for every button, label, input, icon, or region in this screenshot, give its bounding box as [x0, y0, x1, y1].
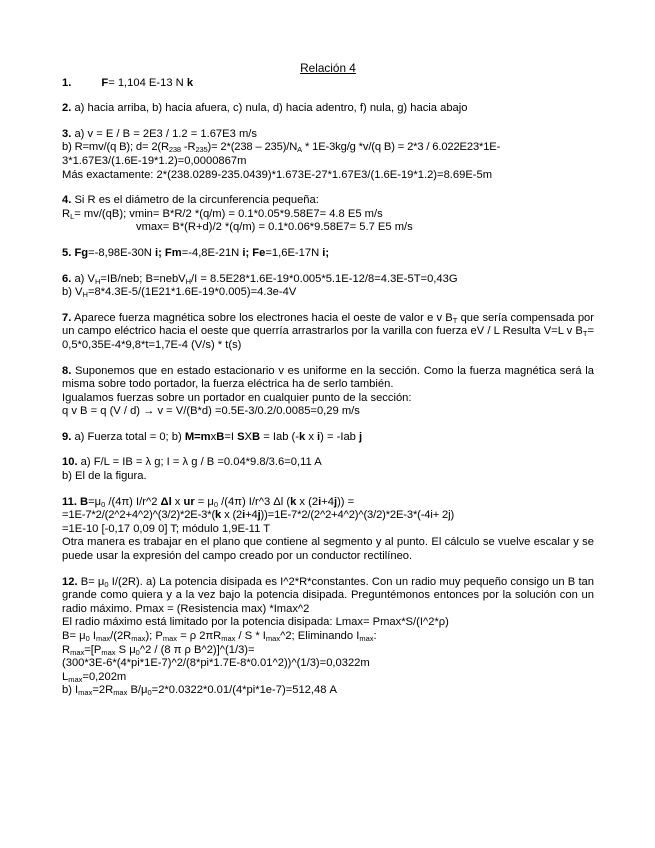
subscript: T [452, 315, 458, 325]
answer-text: I/(2R). a) La potencia disipada es I^2*R*constantes. Con un radio muy pequeño consigo un B tan grande como quiera y a la vez bajo la potencia disipada. Preguntémonos entonces por la solución con un radio máximo. Pmax = (Resistencia max) *Imax^2 [62, 575, 594, 615]
answer-text: x (2 [296, 495, 319, 508]
field-symbol: B [76, 495, 89, 508]
answer-line: -R [180, 141, 196, 154]
item-8 [62, 365, 594, 419]
answer-text: =I [224, 430, 238, 443]
item-7 [62, 312, 594, 353]
unit-vector-i: i [318, 495, 322, 508]
cross-operator: x [210, 430, 217, 443]
subscript: T [582, 329, 588, 339]
answer-text: R [62, 643, 71, 656]
answer-line: =8*4.3E-5/(1E21*1.6E-19*0.005)=4.3e-4V [87, 286, 297, 299]
torque-symbol: M=m [184, 430, 211, 443]
answer-line: )= 2*(238 – 235)/N [207, 141, 298, 154]
answer-text: +4 [321, 495, 334, 508]
subscript: max [265, 634, 281, 643]
item-number: 3. [62, 127, 72, 140]
answer-line: b) El de la figura. [62, 470, 147, 483]
answer-text: : [373, 630, 377, 642]
answer-line: a) V [71, 272, 95, 285]
subscript: max [359, 634, 374, 643]
item-number: 1. [62, 76, 72, 89]
answer-text: B= μ [77, 575, 105, 588]
answer-text: /(2R [110, 630, 132, 642]
answer-text: a) hacia arriba, b) hacia afuera, c) nula, d) hacia adentro, f) nula, g) hacia abajo [71, 102, 468, 115]
subscript: 235 [195, 145, 208, 155]
unit-vector-r: ur [183, 495, 195, 508]
answer-line: b) V [62, 286, 83, 299]
length-element: Δl [160, 495, 172, 508]
unit-vector-j: j [257, 509, 261, 522]
answer-line: 3*1.67E3/(1.6E-19*1.2)=0,0000867m [62, 154, 247, 167]
subscript: max [95, 634, 111, 643]
item-3 [62, 128, 594, 182]
answer-text: B/μ [127, 684, 148, 697]
force-gravity: Fg [71, 246, 89, 259]
answer-line: a) v = E / B = 2E3 / 1.2 = 1.67E3 m/s [71, 127, 257, 140]
item-number: 10. [62, 456, 78, 469]
subscript: 0 [104, 579, 109, 589]
answer-text: a) Fuerza total = 0; b) [71, 430, 185, 443]
subscript: 238 [168, 145, 181, 155]
item-number: 9. [62, 430, 72, 443]
unit-vector-k: k [186, 76, 194, 89]
answer-line: R [62, 207, 71, 220]
answer-text: x [305, 430, 318, 443]
cross-operator: X [244, 430, 253, 443]
subscript: 0 [135, 647, 140, 657]
answer-line: (300*3E-6*(4*pi*1E-7)^2/(8*pi*1.7E-8*0.01^2))^(1/3)=0,0322m [62, 657, 370, 670]
item-number: 8. [62, 364, 72, 377]
subscript: H [185, 276, 192, 286]
subscript: L [70, 211, 75, 221]
unit-vector-i: i [154, 246, 159, 259]
answer-line: = mv/(qB); vmin= B*R/2 *(q/m) = 0.1*0.05*9.58E7= 4.8 E5 m/s [74, 207, 383, 220]
subscript: 0 [147, 688, 152, 698]
answer-text: / S * I [235, 630, 266, 642]
subscript: H [82, 290, 88, 300]
answer-line: =1E-10 [-0,17 0,09 0] T; módulo 1,9E-11 T [62, 522, 271, 535]
subscript: max [78, 688, 93, 698]
answer-text: b) I [62, 684, 79, 697]
answer-text: =2*0.0322*0.01/(4*pi*1e-7)=512,48 A [151, 684, 338, 697]
item-number: 6. [62, 272, 72, 285]
answer-text: /(4π) I/r^3 Δl ( [218, 495, 291, 508]
subscript: max [101, 647, 116, 657]
answer-text: =[P [84, 643, 102, 656]
unit-vector-j: j [359, 430, 363, 443]
answer-text: B= μ [62, 630, 86, 642]
answer-text: = 1,104 E-13 N [108, 76, 187, 89]
answer-text: = Iab (- [260, 430, 299, 443]
answer-text: ); P [145, 630, 163, 642]
field-symbol: B [216, 430, 225, 443]
answer-text: = ρ 2πR [177, 630, 222, 642]
force-symbol: F [101, 76, 109, 89]
answer-text: S μ [115, 643, 136, 656]
item-5 [62, 247, 594, 261]
item-1 [62, 77, 594, 91]
answer-line: Igualamos fuerzas sobre un portador en cualquier punto de la sección: [62, 391, 412, 404]
item-number: 2. [62, 102, 72, 115]
subscript: max [70, 647, 85, 657]
field-symbol: B [252, 430, 261, 443]
answer-line: vmax= B*(R+d)/2 *(q/m) = 0.1*0.06*9.58E7= 5.7 E5 m/s [136, 221, 413, 234]
answer-text: Suponemos que en estado estacionario v es uniforme en la sección. Como la fuerza magnética será la misma sobre todo portador, la fuerza eléctrica ha de serlo también. [62, 364, 594, 391]
item-number: 4. [62, 194, 72, 207]
answer-text: =0,202m [82, 670, 127, 683]
unit-vector-i: i [317, 430, 321, 443]
item-2 [62, 102, 594, 116]
unit-vector-i: i [322, 246, 326, 259]
item-6 [62, 273, 594, 300]
answer-text: Aparece fuerza magnética sobre los electrones hacia el oeste de valor e v B [71, 311, 453, 324]
area-symbol: S [237, 430, 245, 443]
answer-text: =μ [88, 495, 102, 508]
answer-text: ))=1E-7*2/(2^2+4^2)^(3/2)*2E-3*(-4i+ 2j) [260, 509, 455, 522]
answer-text: L [62, 670, 69, 683]
answer-text: =1E-7*2/(2^2+4^2)^(3/2)*2E-3*( [62, 509, 216, 522]
answer-line: El radio máximo está limitado por la potencia disipada: Lmax= Pmax*S/(I^2*ρ) [62, 616, 449, 629]
answer-text: =2R [92, 684, 114, 697]
answer-text: que sería compensada por un campo eléctrico hacia el oeste que querría arrastrarlos por la varilla con fuerza eV / L Resulta V=L v B [62, 311, 594, 338]
item-number: 5. [62, 246, 72, 259]
item-number: 11. [62, 495, 77, 508]
punctuation: ; [325, 246, 330, 259]
item-4 [62, 194, 594, 235]
document [62, 62, 594, 710]
answer-text: x [171, 495, 184, 508]
answer-text: ) = -Iab [320, 430, 360, 443]
answer-text: =1,6E-17N [265, 246, 323, 259]
unit-vector-j: j [333, 495, 338, 508]
subscript: max [68, 674, 83, 684]
subscript: H [94, 276, 101, 286]
answer-text: +4 [245, 509, 258, 522]
answer-text: ^2 / (8 π ρ B^2)]^(1/3)= [139, 643, 255, 656]
subscript: max [162, 634, 178, 643]
answer-line: Más exactamente: 2*(238.0289-235.0439)*1.673E-27*1.67E3/(1.6E-19*1.2)=8.69E-5m [62, 168, 493, 181]
unit-vector-i: i [242, 246, 246, 259]
answer-line: a) F/L = IB = λ g; I = λ g / B =0.04*9.8/3.6=0,11 A [77, 456, 322, 469]
answer-text: ^2; Eliminando I [280, 630, 360, 642]
answer-text: )) = [337, 495, 355, 508]
subscript: 0 [101, 499, 106, 509]
answer-line: /I = 8.5E28*1.6E-19*0.005*5.1E-12/8=4.3E-5T=0,43G [191, 272, 458, 285]
item-11 [62, 496, 594, 564]
unit-vector-k: k [215, 509, 222, 522]
answer-line: b) R=mv/(q B); d= 2(R [62, 141, 169, 154]
subscript: 0 [213, 499, 219, 509]
force-electric: ; Fe [245, 246, 266, 259]
answer-text: =-8,98E-30N [88, 246, 155, 259]
item-12 [62, 576, 594, 698]
page-title: Relación 4 [300, 61, 356, 75]
answer-line: Si R es el diámetro de la circunferencia pequeña: [71, 194, 319, 207]
subscript: 0 [85, 634, 90, 643]
answer-line: q v B = q (V / d) → v = V/(B*d) =0.5E-3/0.2/0.0085=0,29 m/s [62, 405, 360, 418]
subscript: max [131, 634, 146, 643]
unit-vector-k: k [298, 430, 306, 443]
answer-text: = 0,5*0,35E-4*9,8*t=1,7E-4 (V/s) * t(s) [62, 325, 594, 351]
answer-text: =-4,8E-21N [181, 246, 243, 259]
item-10 [62, 456, 594, 483]
subscript: max [221, 634, 236, 643]
item-number: 12. [62, 575, 78, 588]
unit-vector-k: k [290, 495, 297, 508]
item-9 [62, 431, 594, 445]
unit-vector-i: i [242, 509, 246, 522]
subscript: max [113, 688, 128, 698]
force-magnetic: ; Fm [158, 246, 182, 259]
subscript: A [297, 145, 303, 155]
answer-text: /(4π) I/r^2 [105, 495, 161, 508]
answer-text: x (2 [221, 509, 243, 522]
answer-text: = μ [194, 495, 214, 508]
item-number: 7. [62, 311, 72, 324]
answer-text: I [89, 630, 96, 642]
answer-line: Otra manera es trabajar en el plano que contiene al segmento y al punto. El cálculo se vuelve escalar y se puede usar la expresión del campo creado por un conductor rectilíneo. [62, 536, 594, 563]
answer-line: * 1E-3kg/g *v/(q B) = 2*3 / 6.022E23*1E- [302, 141, 501, 154]
answer-line: =IB/neb; B=nebV [100, 272, 186, 285]
